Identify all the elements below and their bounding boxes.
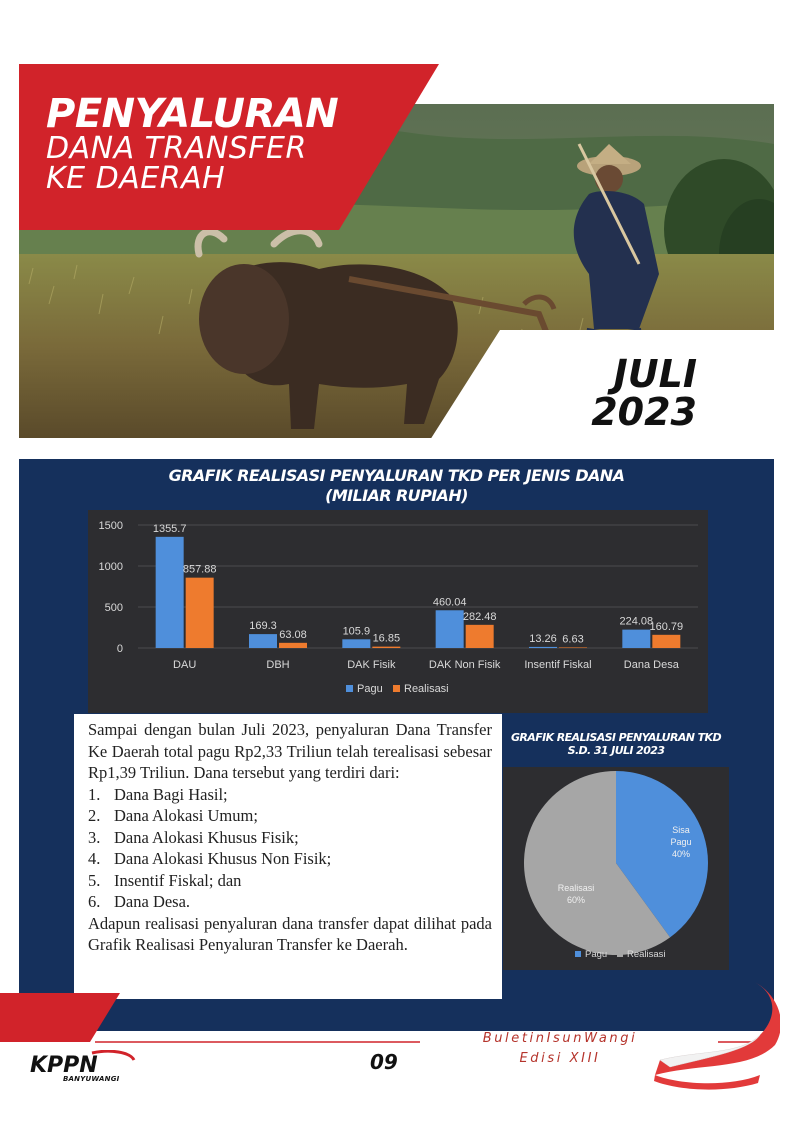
list-text: Dana Bagi Hasil; (114, 784, 228, 804)
x-category-label: DBH (266, 659, 290, 671)
legend-swatch (393, 685, 400, 692)
legend-label: Realisasi (404, 683, 449, 695)
pie-data-label: 60% (566, 895, 586, 905)
list-number: 2. (88, 806, 101, 825)
bar-chart (88, 510, 708, 713)
bulletin-name: BuletinIsunWangi (482, 1031, 638, 1046)
bar (652, 635, 680, 648)
bar (622, 630, 650, 648)
data-label: 1355.7 (152, 522, 187, 535)
title-line-2: DANA TRANSFER (46, 131, 307, 166)
bar (279, 643, 307, 648)
data-label: 13.26 (529, 632, 557, 645)
data-label: 224.08 (619, 615, 654, 628)
list-text: Insentif Fiskal; dan (114, 870, 242, 890)
bulletin-label (470, 1029, 650, 1069)
list-item (88, 891, 492, 913)
y-tick-label: 0 (116, 643, 123, 655)
data-label: 169.3 (249, 620, 277, 633)
y-tick-label: 1500 (98, 520, 123, 532)
flag-ribbon-icon (640, 975, 780, 1090)
page-number: 09 (370, 1050, 398, 1074)
list-text: Dana Alokasi Khusus Fisik; (114, 827, 299, 847)
bar (372, 647, 400, 648)
y-tick-label: 500 (104, 602, 123, 614)
body-text (88, 719, 492, 956)
bar (186, 578, 214, 648)
data-label: 460.04 (432, 596, 467, 609)
list-item (88, 805, 492, 827)
list-number: 1. (88, 784, 101, 804)
data-label: 857.88 (182, 563, 217, 576)
kppn-logo (30, 1050, 140, 1078)
bar (156, 537, 184, 648)
logo-subtitle: BANYUWANGI (63, 1075, 120, 1083)
data-label: 105.9 (342, 625, 371, 638)
body-intro: Sampai dengan bulan Juli 2023, penyaluran Dana Transfer Ke Daerah total pagu Rp2,33 Triliun telah terealisasi sebesar Rp1,39 Triliun. Dana tersebut yang terdiri dari: (88, 720, 492, 782)
pie-data-label: Pagu (670, 837, 692, 847)
x-category-label: DAU (173, 659, 197, 671)
data-label: 282.48 (462, 610, 497, 623)
date-block (591, 352, 697, 434)
bar-chart-title (19, 466, 774, 506)
data-label: 6.63 (562, 633, 584, 646)
list-item (88, 827, 492, 849)
pie-data-label: Realisasi (557, 883, 595, 893)
bar (342, 639, 370, 648)
logo-text: KPPN (30, 1053, 98, 1078)
pie-chart-title (502, 731, 730, 757)
data-label: 63.08 (279, 628, 307, 641)
title-block (46, 91, 339, 196)
bar-chart-svg (88, 510, 708, 713)
x-category-label: DAK Non Fisik (428, 659, 501, 671)
logo-swoosh-icon (92, 1051, 134, 1060)
list-item (88, 784, 492, 806)
data-label: 16.85 (372, 632, 401, 645)
fund-list (88, 784, 492, 913)
list-text: Dana Alokasi Umum; (114, 806, 258, 825)
pie-chart-title-line1: GRAFIK REALISASI PENYALURAN TKD (511, 731, 721, 744)
bar-chart-title-line1: GRAFIK REALISASI PENYALURAN TKD PER JENIS DANA (168, 466, 625, 485)
date-month: JULI (613, 352, 697, 396)
title-main: PENYALURAN (46, 91, 339, 137)
x-category-label: Dana Desa (623, 659, 679, 671)
legend-swatch (617, 951, 623, 957)
bar-chart-title-line2: (MILIAR RUPIAH) (325, 486, 468, 505)
bar (559, 647, 587, 648)
pie-chart-title-line2: S.D. 31 JULI 2023 (567, 744, 665, 757)
x-category-label: DAK Fisik (347, 659, 396, 671)
list-item (88, 870, 492, 892)
pie-data-label: 40% (671, 849, 691, 859)
title-line-3: KE DAERAH (46, 161, 226, 196)
legend-label: Pagu (357, 683, 383, 695)
list-number: 6. (88, 892, 101, 911)
body-outro: Adapun realisasi penyaluran dana transfer dapat dilihat pada Grafik Realisasi Penyaluran Transfer ke Daerah. (88, 913, 492, 954)
bar (466, 625, 494, 648)
y-tick-label: 1000 (98, 561, 123, 573)
list-text: Dana Alokasi Khusus Non Fisik; (114, 849, 332, 868)
bar (529, 647, 557, 648)
legend-swatch (575, 951, 581, 957)
list-number: 4. (88, 849, 101, 868)
list-number: 3. (88, 827, 101, 847)
pie-chart-svg (503, 767, 729, 970)
pie-data-label: Sisa (672, 825, 690, 835)
data-label: 160.79 (649, 620, 684, 633)
legend-label: Pagu (585, 949, 608, 960)
bulletin-edition: Edisi XIII (519, 1051, 601, 1066)
pie-chart (503, 767, 729, 970)
bar (249, 634, 277, 648)
x-category-label: Insentif Fiskal (524, 659, 592, 671)
date-year: 2023 (591, 390, 697, 434)
bar (436, 610, 464, 648)
list-number: 5. (88, 870, 101, 890)
list-item (88, 848, 492, 870)
list-text: Dana Desa. (114, 892, 191, 911)
legend-swatch (346, 685, 353, 692)
legend-label: Realisasi (627, 949, 666, 960)
